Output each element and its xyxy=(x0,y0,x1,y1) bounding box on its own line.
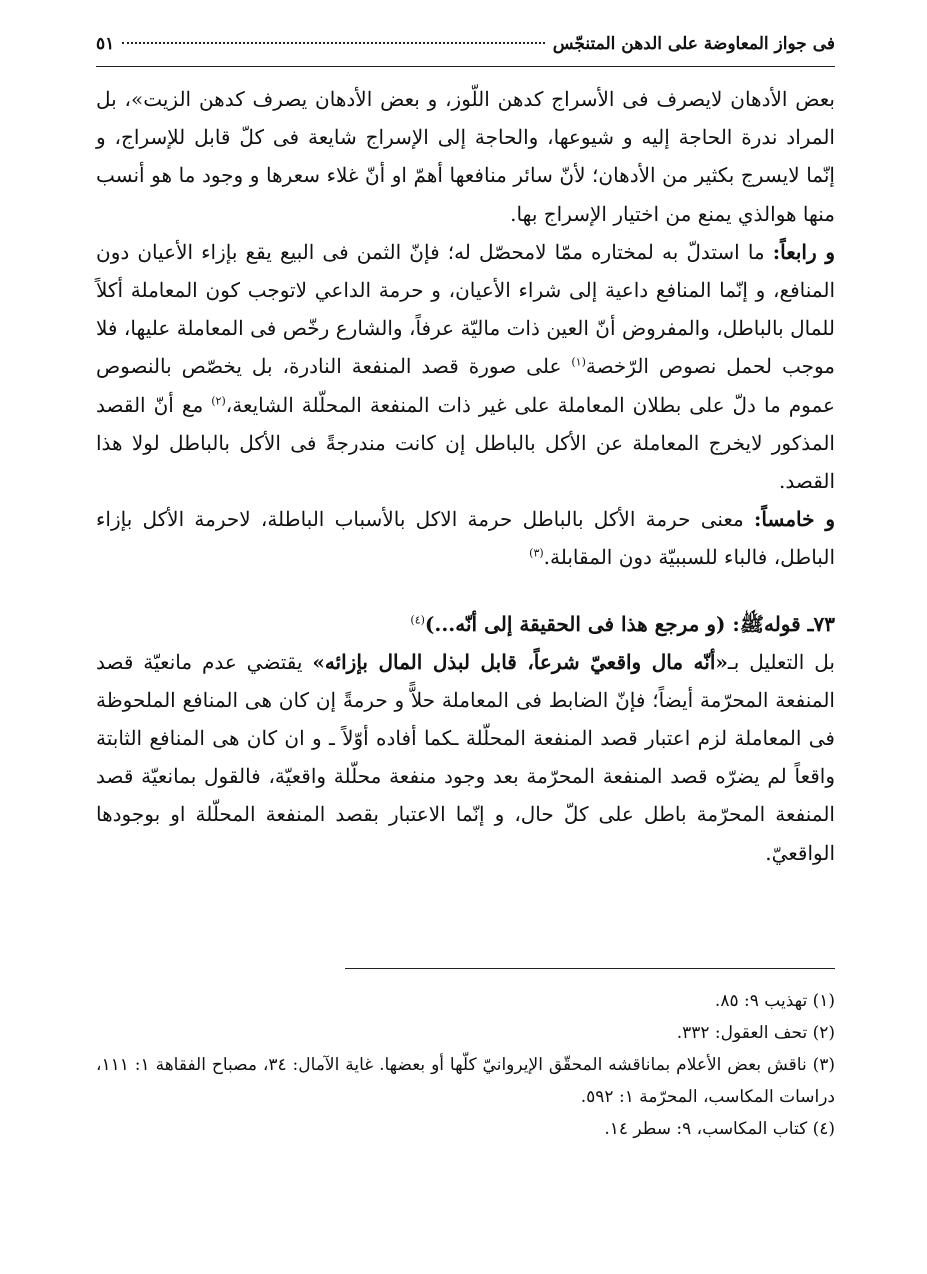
leader-dots xyxy=(122,42,544,44)
main-text xyxy=(96,80,835,872)
paragraph-1-text: بعض الأدهان لایصرف فی الأسراج کدهن اللّوز، و بعض الأدهان یصرف کدهن الزیت»، بل المراد ندرة الحاجة إلیه و شیوعها، والحاجة إلی الإسراج شایعة فی کلّ قابل للإسراج، و إنّما لایسرج بکثیر من الأدهان؛ لأنّ سائر منافعها أهمّ او أنّ غلاء سعرها و وجود ما هو أنسب منها هوالذي یمنع من اختیار الإسراج بها. xyxy=(96,87,835,226)
paragraph-3-lead: و خامساً: xyxy=(754,507,835,532)
paragraph-2-text-c: مع أنّ القصد المذکور لایخرج المعاملة عن الأکل بالباطل إن کانت مندرجةً فی الأکل بالباطل لولا هذا القصد. xyxy=(96,392,835,494)
running-title: فی جواز المعاوضة علی الدهن المتنجّس xyxy=(552,34,835,54)
running-header xyxy=(96,34,835,62)
footnote-4: (٤) کتاب المکاسب، ٩: سطر ١٤. xyxy=(604,1119,835,1139)
page-number: ٥١ xyxy=(96,34,115,54)
section-paragraph-quote: «أنّه مال واقعيّ شرعاً، قابل لبذل المال بإزائه» xyxy=(312,649,728,674)
footnote-ref-1[interactable]: (١) xyxy=(571,355,586,369)
section-paragraph-text-b: یقتضي عدم مانعیّة قصد المنفعة المحرّمة أیضاً؛ فإنّ الضابط فی المعاملة حلاًّ و حرمةً إن کان هی المنافع الملحوظة فی المعاملة لزم اعتبار قصد المنفعة المحلّلة ـکما أفاده أوّلاً ـ و ان کان هی المنافع الثابتة واقعاً لم یضرّه قصد المنفعة المحرّمة بعد وجود منفعة محلّلة واقعیّة، فالقول بمانعیّة قصد المنفعة المحرّمة باطل علی کلّ حال، و إنّما الاعتبار بقصد المنفعة المحلّلة او بوجودها الواقعيّ. xyxy=(96,649,835,865)
footnote-3: (٣) ناقش بعض الأعلام بماناقشه المحقّق الإیروانيّ کلّها أو بعضها. غایة الآمال: ٣٤، مصباح الفقاهة ١: ١١١، دراسات المکاسب، المحرّمة ١: ٥٩٢. xyxy=(96,1055,835,1107)
paragraph-2 xyxy=(96,233,835,500)
paragraph-2-text-a: ما استدلّ به لمختاره ممّا لامحصّل له؛ فإنّ الثمن فی البیع یقع بإزاء الأعیان دون المنافع، و إنّما المنافع داعیة إلی شراء الأعیان، و حرمة الداعي لاتوجب کون المعاملة أکلاً للمال بالباطل، والمفروض أنّ العین ذات مالیّة عرفاً، والشارع رخّص فی المعاملة علیها، فلا موجب لحمل نصوص الرّخصة xyxy=(96,239,835,379)
footnote-ref-4[interactable]: (٤) xyxy=(410,612,425,626)
section-heading xyxy=(96,605,835,643)
header-rule xyxy=(96,66,835,67)
paragraph-2-text-b: علی صورة قصد المنفعة النادرة، بل یخصّص بالنصوص عموم ما دلّ علی بطلان المعاملة علی غیر ذات المنفعة المحلّلة الشایعة، xyxy=(96,354,835,417)
footnote-2: (٢) تحف العقول: ٣٣٢. xyxy=(676,1023,835,1043)
paragraph-3-text: معنی حرمة الأکل بالباطل حرمة الاکل بالأسباب الباطلة، لاحرمة الأکل بإزاء الباطل، فالباء للسببیّة دون المقابلة. xyxy=(96,507,835,570)
section-paragraph-text-a: بل التعلیل بـ xyxy=(727,649,835,674)
paragraph-1 xyxy=(96,80,835,233)
paragraph-2-lead: و رابعاً: xyxy=(772,239,835,264)
section-number: ٧٣ـ قوله xyxy=(763,611,835,636)
footnote-ref-3[interactable]: (٣) xyxy=(529,546,544,560)
footnote-ref-2[interactable]: (٢) xyxy=(211,393,226,407)
section-paragraph xyxy=(96,643,835,872)
paragraph-3 xyxy=(96,500,835,576)
footnote-1: (١) تهذیب ٩: ٨٥. xyxy=(714,991,835,1011)
honorific-glyph: ﷺ xyxy=(739,611,764,636)
footnote-rule xyxy=(345,968,835,969)
footnotes xyxy=(96,985,835,1145)
section-quote: : (و مرجع هذا فی الحقیقة إلی أنّه...) xyxy=(424,611,740,636)
